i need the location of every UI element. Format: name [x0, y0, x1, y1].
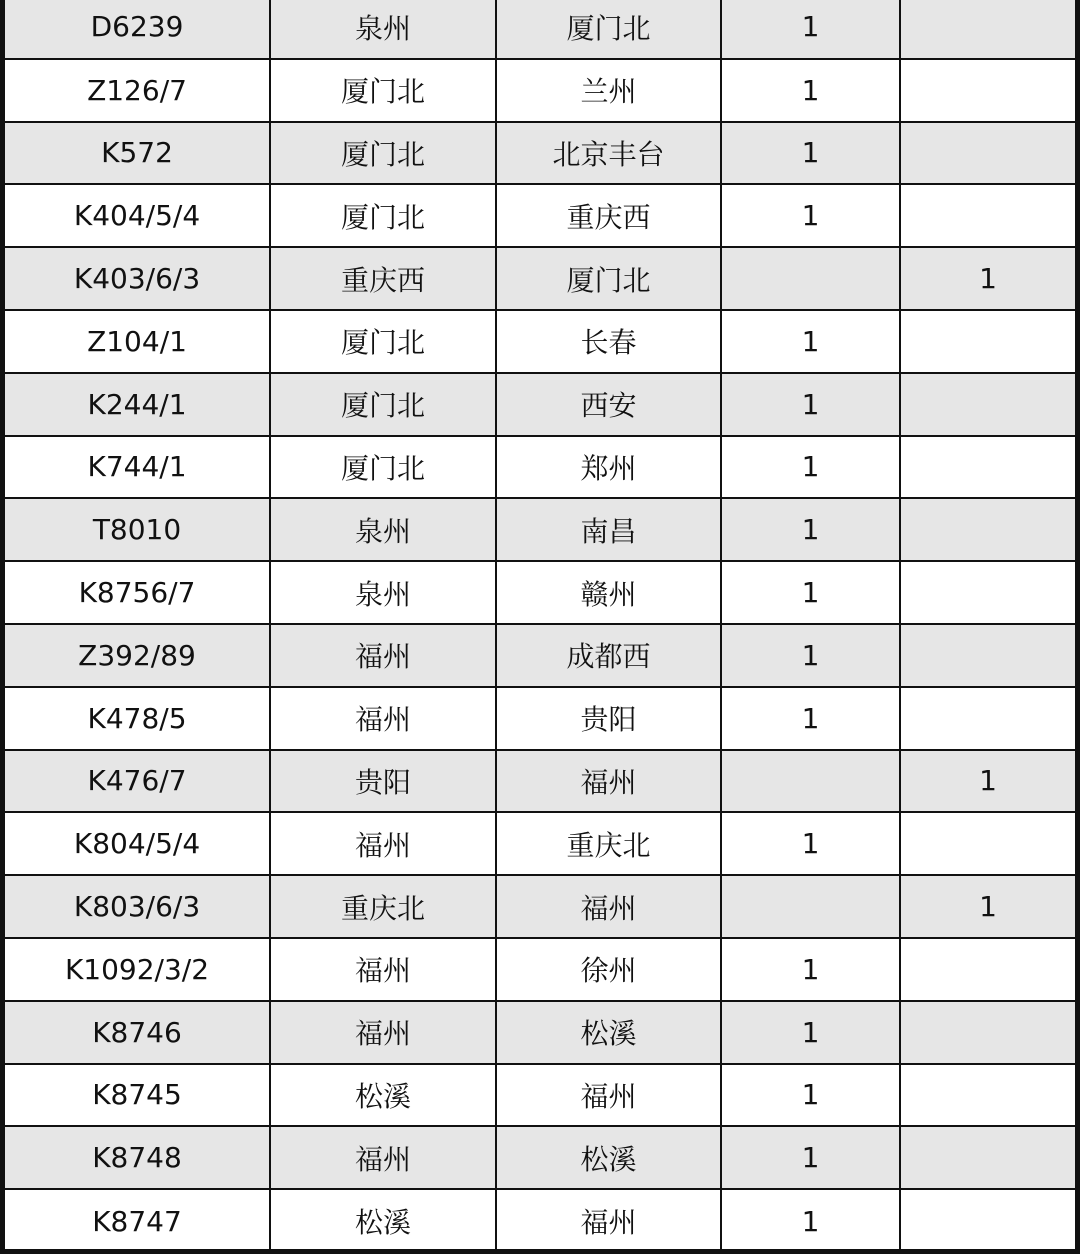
arrival-station-cell: 赣州 [496, 561, 721, 624]
count-column-5-cell [900, 561, 1075, 624]
train-number-cell: K8756/7 [5, 561, 270, 624]
count-column-4-cell: 1 [721, 938, 900, 1001]
count-column-4-cell: 1 [721, 561, 900, 624]
table-row [5, 184, 1075, 247]
table-row [5, 1064, 1075, 1127]
train-number-cell: K8745 [5, 1064, 270, 1127]
count-column-4-cell: 1 [721, 498, 900, 561]
count-column-5-cell [900, 1126, 1075, 1189]
arrival-station-cell: 西安 [496, 373, 721, 436]
count-column-4-cell: 1 [721, 1001, 900, 1064]
table-row [5, 122, 1075, 185]
departure-station-cell: 重庆北 [270, 875, 496, 938]
arrival-station-cell: 北京丰台 [496, 122, 721, 185]
train-number-cell: K404/5/4 [5, 184, 270, 247]
departure-station-cell: 福州 [270, 687, 496, 750]
arrival-station-cell: 福州 [496, 1064, 721, 1127]
count-column-5-cell [900, 184, 1075, 247]
arrival-station-cell: 厦门北 [496, 0, 721, 59]
table-row [5, 1126, 1075, 1189]
count-column-4-cell [721, 247, 900, 310]
departure-station-cell: 泉州 [270, 561, 496, 624]
departure-station-cell: 贵阳 [270, 750, 496, 813]
table-row [5, 59, 1075, 122]
departure-station-cell: 福州 [270, 1001, 496, 1064]
arrival-station-cell: 成都西 [496, 624, 721, 687]
departure-station-cell: 厦门北 [270, 310, 496, 373]
count-column-5-cell [900, 1064, 1075, 1127]
arrival-station-cell: 厦门北 [496, 247, 721, 310]
count-column-5-cell: 1 [900, 750, 1075, 813]
arrival-station-cell: 松溪 [496, 1126, 721, 1189]
departure-station-cell: 福州 [270, 812, 496, 875]
arrival-station-cell: 郑州 [496, 436, 721, 499]
count-column-5-cell [900, 812, 1075, 875]
departure-station-cell: 厦门北 [270, 373, 496, 436]
arrival-station-cell: 贵阳 [496, 687, 721, 750]
table-row [5, 310, 1075, 373]
train-number-cell: K403/6/3 [5, 247, 270, 310]
departure-station-cell: 福州 [270, 938, 496, 1001]
count-column-5-cell [900, 687, 1075, 750]
arrival-station-cell: 福州 [496, 750, 721, 813]
train-number-cell: Z126/7 [5, 59, 270, 122]
train-number-cell: Z392/89 [5, 624, 270, 687]
table-row [5, 1001, 1075, 1064]
count-column-4-cell: 1 [721, 59, 900, 122]
count-column-4-cell: 1 [721, 373, 900, 436]
train-number-cell: K476/7 [5, 750, 270, 813]
train-number-cell: K804/5/4 [5, 812, 270, 875]
count-column-4-cell: 1 [721, 687, 900, 750]
count-column-4-cell: 1 [721, 1064, 900, 1127]
table-row [5, 0, 1075, 59]
arrival-station-cell: 兰州 [496, 59, 721, 122]
table-row [5, 561, 1075, 624]
train-schedule-table [5, 0, 1075, 1252]
count-column-4-cell: 1 [721, 184, 900, 247]
count-column-4-cell: 1 [721, 0, 900, 59]
count-column-5-cell [900, 436, 1075, 499]
train-number-cell: T8010 [5, 498, 270, 561]
count-column-5-cell: 1 [900, 247, 1075, 310]
table-row [5, 1189, 1075, 1252]
departure-station-cell: 重庆西 [270, 247, 496, 310]
count-column-5-cell [900, 373, 1075, 436]
count-column-4-cell: 1 [721, 624, 900, 687]
train-number-cell: K803/6/3 [5, 875, 270, 938]
arrival-station-cell: 重庆西 [496, 184, 721, 247]
train-number-cell: K8746 [5, 1001, 270, 1064]
arrival-station-cell: 福州 [496, 1189, 721, 1252]
departure-station-cell: 福州 [270, 624, 496, 687]
count-column-5-cell [900, 0, 1075, 59]
table-row [5, 373, 1075, 436]
arrival-station-cell: 松溪 [496, 1001, 721, 1064]
count-column-5-cell [900, 1189, 1075, 1252]
count-column-4-cell: 1 [721, 122, 900, 185]
train-number-cell: K1092/3/2 [5, 938, 270, 1001]
departure-station-cell: 厦门北 [270, 59, 496, 122]
arrival-station-cell: 南昌 [496, 498, 721, 561]
table-row [5, 436, 1075, 499]
train-number-cell: K572 [5, 122, 270, 185]
train-number-cell: K8748 [5, 1126, 270, 1189]
count-column-4-cell [721, 875, 900, 938]
departure-station-cell: 泉州 [270, 0, 496, 59]
count-column-5-cell [900, 498, 1075, 561]
train-number-cell: Z104/1 [5, 310, 270, 373]
train-table-body [5, 0, 1075, 1252]
count-column-5-cell [900, 1001, 1075, 1064]
departure-station-cell: 松溪 [270, 1064, 496, 1127]
count-column-5-cell [900, 310, 1075, 373]
count-column-4-cell [721, 750, 900, 813]
count-column-5-cell [900, 938, 1075, 1001]
train-number-cell: D6239 [5, 0, 270, 59]
train-number-cell: K744/1 [5, 436, 270, 499]
table-row [5, 750, 1075, 813]
departure-station-cell: 厦门北 [270, 436, 496, 499]
arrival-station-cell: 长春 [496, 310, 721, 373]
count-column-4-cell: 1 [721, 1189, 900, 1252]
table-row [5, 875, 1075, 938]
count-column-4-cell: 1 [721, 436, 900, 499]
departure-station-cell: 福州 [270, 1126, 496, 1189]
arrival-station-cell: 福州 [496, 875, 721, 938]
table-row [5, 247, 1075, 310]
departure-station-cell: 松溪 [270, 1189, 496, 1252]
departure-station-cell: 泉州 [270, 498, 496, 561]
table-row [5, 498, 1075, 561]
table-row [5, 938, 1075, 1001]
count-column-4-cell: 1 [721, 310, 900, 373]
arrival-station-cell: 徐州 [496, 938, 721, 1001]
table-row [5, 624, 1075, 687]
count-column-4-cell: 1 [721, 812, 900, 875]
count-column-5-cell [900, 59, 1075, 122]
count-column-5-cell [900, 122, 1075, 185]
count-column-5-cell [900, 624, 1075, 687]
table-row [5, 812, 1075, 875]
table-row [5, 687, 1075, 750]
train-number-cell: K478/5 [5, 687, 270, 750]
count-column-4-cell: 1 [721, 1126, 900, 1189]
arrival-station-cell: 重庆北 [496, 812, 721, 875]
count-column-5-cell: 1 [900, 875, 1075, 938]
train-number-cell: K244/1 [5, 373, 270, 436]
departure-station-cell: 厦门北 [270, 122, 496, 185]
train-number-cell: K8747 [5, 1189, 270, 1252]
departure-station-cell: 厦门北 [270, 184, 496, 247]
